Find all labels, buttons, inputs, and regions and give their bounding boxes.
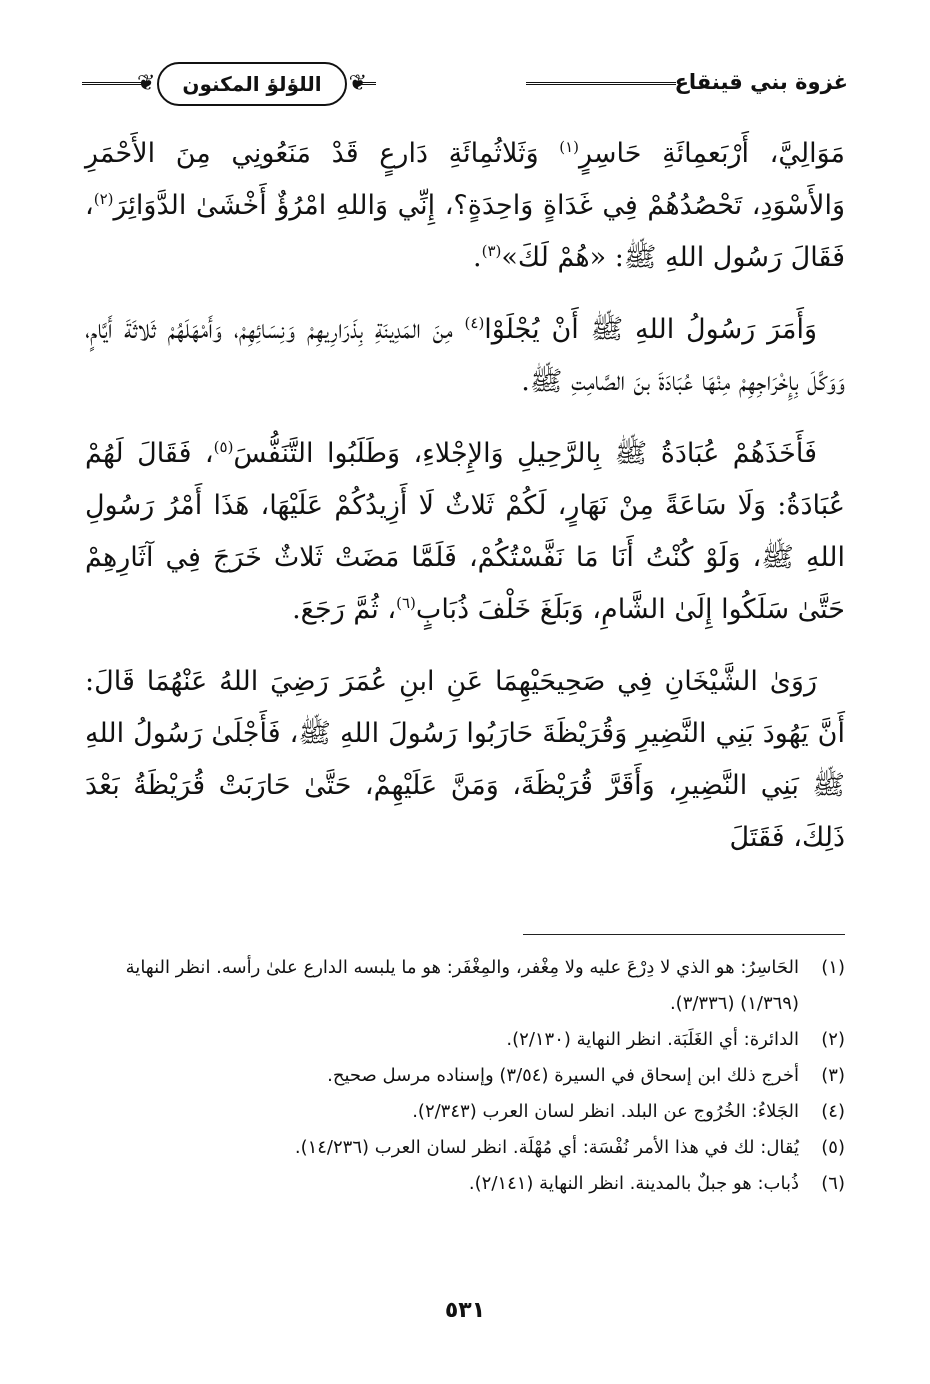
footnote-number: (٣): [821, 1065, 845, 1086]
paragraph: [85, 656, 845, 864]
paragraph: [85, 304, 845, 408]
paragraph-text: فَأَخَذَهُمْ عُبَادَةُ ﷺ بِالرَّحِيلِ وَالإِجْلاءِ، وَطَلَبُوا التَّنَفُّسَ: [233, 438, 817, 469]
footnote-marker: (٣): [481, 242, 502, 260]
book-title: اللؤلؤ المكنون: [182, 72, 322, 96]
footnote-text: يُقال: لك في هذا الأمر نُفْسَة: أي مُهْلَة. انظر لسان العرب (١٤/٢٣٦).: [294, 1137, 799, 1158]
paragraph-text: مِنَ المَدِينَةِ بِذَرَارِيهِمْ وَنِسَائِهِمْ، وَأَمْهَلَهُمْ ثَلاثَةَ أَيَّامٍ، وَوَكَّلَ بِإِخْرَاجِهِمْ مِنْهَا عُبَادَةَ بنَ الصَّامِتِ ﷺ.: [85, 314, 845, 397]
page-header: [82, 62, 848, 106]
footnote-marker: (٦): [396, 594, 416, 612]
ornament-icon: ❦: [348, 71, 367, 96]
paragraph-text: رَوَىٰ الشَّيْخَانِ فِي صَحِيحَيْهِمَا عَنِ ابنِ عُمَرَ رَضِيَ اللهُ عَنْهُمَا قَالَ: أَنَّ يَهُودَ بَنِي النَّضِيرِ وَقُرَيْظَةَ حَارَبُوا رَسُولَ اللهِ ﷺ، فَأَجْلَىٰ رَسُولُ اللهِ ﷺ بَنِي النَّضِيرِ، وَأَقَرَّ قُرَيْظَةَ، وَمَنَّ عَلَيْهِمْ، حَتَّىٰ حَارَبَتْ قُرَيْظَةُ بَعْدَ ذَلِكَ، فَقَتَلَ: [85, 666, 845, 853]
footnote: [85, 1058, 845, 1094]
footnote: [85, 1094, 845, 1130]
footnote-separator: [523, 934, 845, 935]
footnote: [85, 1130, 845, 1166]
page-number: ٥٣١: [444, 1298, 486, 1323]
footnote: [85, 1166, 845, 1202]
footnote-text: الجَلاءُ: الخُرُوج عن البلد. انظر لسان العرب (٢/٣٤٣).: [412, 1101, 799, 1122]
footnote-text: أخرج ذلك ابن إسحاق في السيرة (٣/٥٤) وإسناده مرسل صحيح.: [327, 1065, 799, 1086]
paragraph-text: مَوَالِيَّ، أَرْبَعمِائَةِ حَاسِرٍ: [579, 138, 845, 169]
paragraph-text: ، فَقَالَ لَهُمْ عُبَادَةُ: وَلَا سَاعَةً مِنْ نَهَارٍ، لَكُمْ ثَلاثٌ لَا أَزِيدُكُمْ عَلَيْهَا، هَذَا أَمْرُ رَسُولِ اللهِ ﷺ، وَلَوْ كُنْتُ أَنَا مَا نَفَّسْتُكُمْ، فَلَمَّا مَضَتْ ثَلاثٌ خَرَجَ فِي آثَارِهِمْ حَتَّىٰ سَلَكُوا إِلَىٰ الشَّامِ، وَبَلَغَ خَلْفَ ذُبَابٍ: [85, 438, 845, 625]
chapter-title: غزوة بني قينقاع: [674, 70, 848, 94]
footnote-text: الحَاسِرُ: هو الذي لا دِرْعَ عليه ولا مِغْفر، والمِغْفَر: هو ما يلبسه الدارع علىٰ رأسه. انظر النهاية (١/٣٦٩) (٣/٣٣٦).: [125, 957, 799, 1014]
paragraph-text: .: [472, 242, 482, 273]
footnotes: [85, 950, 845, 1202]
footnote-number: (١): [821, 957, 845, 978]
footnote: [85, 950, 845, 1022]
footnote: [85, 1022, 845, 1058]
footnote-marker: (٢): [93, 190, 114, 208]
footnote-marker: (٥): [213, 438, 234, 456]
paragraph-text: ، فَقَالَ رَسُول اللهِ ﷺ: «هُمْ لَكَ»: [85, 190, 845, 273]
paragraph: [85, 128, 845, 284]
paragraph-text: وَأَمَرَ رَسُولُ اللهِ ﷺ أَنْ يُجْلَوْا: [484, 314, 817, 345]
header-rule: [526, 82, 676, 85]
paragraph-text: وَثَلاثُمِائَةِ دَارعٍ قَدْ مَنَعُونِي مِنَ الأَحْمَرِ وَالأَسْوَدِ، تَحْصُدُهُمْ فِي غَدَاةٍ وَاحِدَةٍ؟، إِنِّي وَاللهِ امْرُؤٌ أَخْشَىٰ الدَّوَائِرَ: [85, 138, 845, 221]
footnote-number: (٢): [821, 1029, 845, 1050]
footnote-number: (٤): [821, 1101, 845, 1122]
footnote-number: (٥): [821, 1137, 845, 1158]
footnote-number: (٦): [821, 1173, 845, 1194]
main-text: [85, 128, 845, 864]
ornament-icon: ❦: [137, 71, 156, 96]
footnote-marker: (٤): [464, 314, 485, 332]
footnote-marker: (١): [559, 138, 580, 156]
paragraph: [85, 428, 845, 636]
header-rule: [82, 82, 142, 85]
footnote-text: الدائرة: أي الغَلَبَة. انظر النهاية (٢/١٣٠).: [506, 1029, 799, 1050]
paragraph-text: ، ثُمَّ رَجَعَ.: [292, 594, 397, 625]
book-title-cartouche: [137, 62, 367, 106]
footnote-text: ذُباب: هو جبلٌ بالمدينة. انظر النهاية (٢/١٤١).: [468, 1173, 799, 1194]
